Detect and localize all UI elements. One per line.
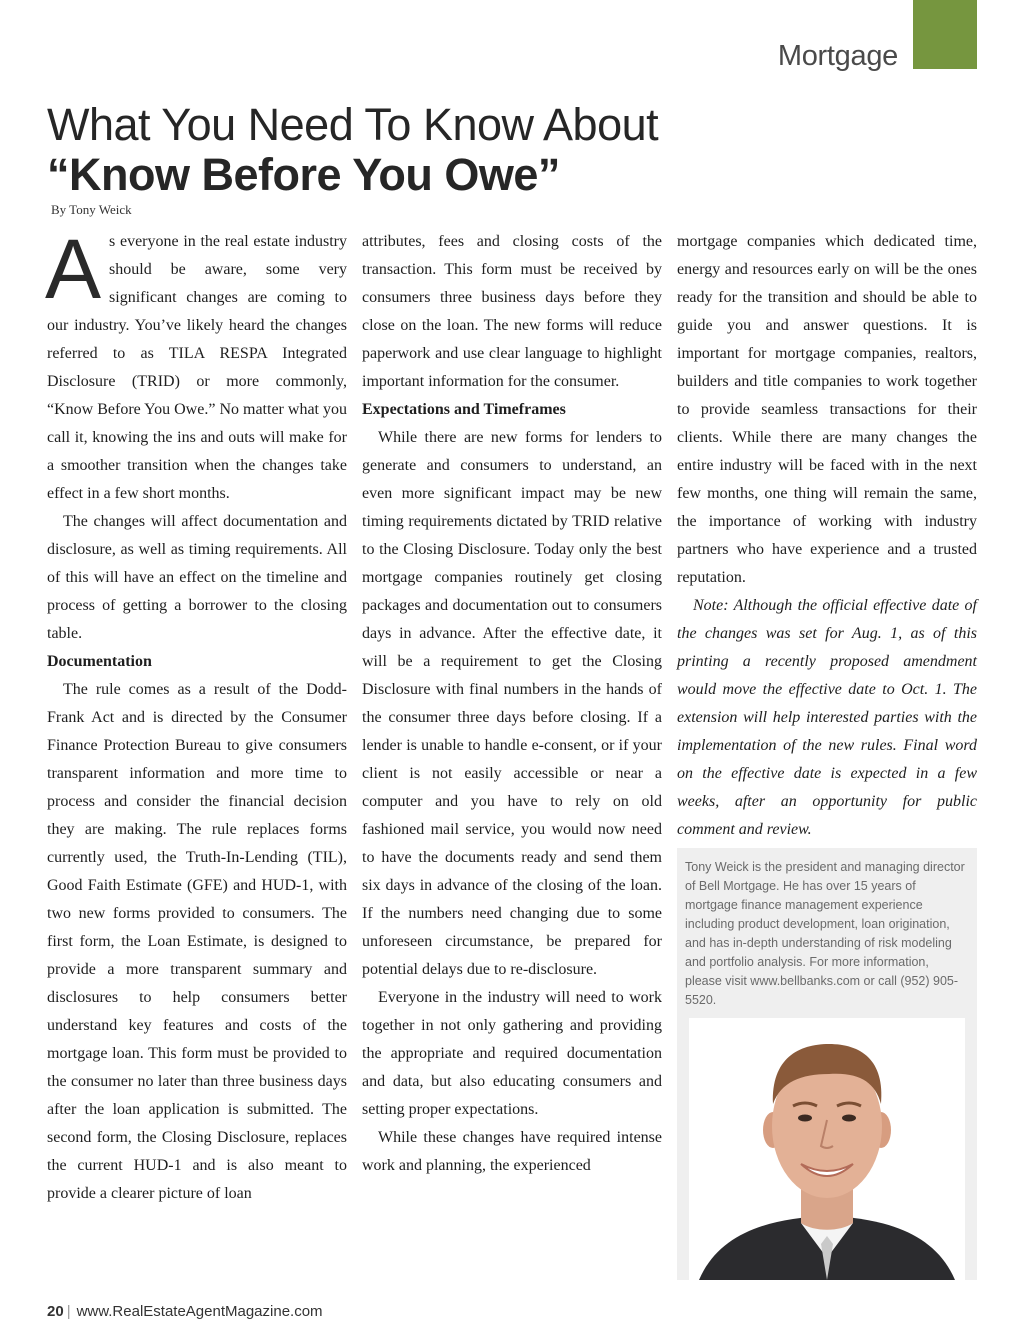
subheading-expectations: Expectations and Timeframes	[362, 401, 566, 418]
paragraph: The rule comes as a result of the Dodd-Frank Act and is directed by the Consumer Finance Protection Bureau to give consumers transparent information and more time to process and consider the financial decision they are making. The rule replaces forms currently used, the Truth-In-Lending (TIL), Good Faith Estimate (GFE) and HUD-1, with two new forms provided to consumers. The first form, the Loan Estimate, is designed to provide a more transparent summary and disclosures to help consumers better understand key features and costs of the mortgage loan. This form must be provided to the consumer no later than three business days after the loan application is submitted. The second form, the Closing Disclosure, replaces the current HUD-1 and is also meant to provide a clearer picture of loan	[47, 681, 347, 1202]
author-bio-box	[677, 848, 977, 1280]
editor-note: Note: Although the official effective date of the changes was set for Aug. 1, as of this printing a recently proposed amendment would move the effective date to Oct. 1. The extension will help interested parties with the implementation of the new rules. Final word on the effective date is expected in a few weeks, after an opportunity for public comment and review.	[677, 597, 977, 838]
paragraph: While there are new forms for lenders to generate and consumers to understand, an even more significant impact may be new timing requirements dictated by TRID relative to the Closing Disclosure. Today only the best mortgage companies routinely get closing packages and documentation out to consumers days in advance. After the effective date, it will be a requirement to get the Closing Disclosure with final numbers in the hands of the consumer three days before closing. If a lender is unable to handle e-consent, or if your client is not easily accessible or near a computer and you have to rely on old fashioned mail service, you would now need to have the documents ready and send them six days in advance of the closing of the loan. If the numbers need changing due to some unforeseen circumstance, be prepared for potential delays due to re-disclosure.	[362, 429, 662, 978]
paragraph	[45, 222, 347, 508]
author-photo	[689, 1018, 965, 1280]
article-column-2	[362, 228, 662, 1180]
paragraph: While these changes have required intense work and planning, the experienced	[362, 1129, 662, 1174]
title-line-1: What You Need To Know About	[47, 99, 659, 150]
article-column-3	[677, 228, 977, 844]
paragraph: The changes will affect documentation and disclosure, as well as timing requirements. All of this will have an effect on the timeline and process of getting a borrower to the closing table.	[47, 513, 347, 642]
byline: By Tony Weick	[51, 202, 132, 217]
drop-cap: A	[45, 222, 102, 316]
article-title	[47, 100, 658, 200]
page-footer	[47, 1303, 323, 1320]
footer-website: www.RealEstateAgentMagazine.com	[76, 1303, 323, 1320]
footer-separator: |	[66, 1303, 71, 1320]
paragraph-text: s everyone in the real estate industry should be aware, some very significant changes are coming to our industry. You’ve likely heard the changes referred to as TILA RESPA Integrated Disclosure (TRID) or more commonly, “Know Before You Owe.” No matter what you call it, knowing the ins and outs will make for a smoother transition when the changes take effect in a few short months.	[47, 233, 347, 502]
article-column-1	[45, 222, 347, 1208]
paragraph: mortgage companies which dedicated time, energy and resources early on will be the ones ready for the transition and should be able to guide you and answer questions. It is important for mortgage companies, realtors, builders and title companies to work together to provide seamless transactions for their clients. While there are many changes the entire industry will be faced with in the next few months, one thing will remain the same, the importance of working with industry partners who have experience and a trusted reputation.	[677, 233, 977, 586]
paragraph: attributes, fees and closing costs of the transaction. This form must be received by consumers three business days before they close on the loan. The new forms will reduce paperwork and use clear language to highlight important information for the consumer.	[362, 233, 662, 390]
page-number: 20	[47, 1303, 64, 1320]
subheading-documentation: Documentation	[47, 653, 152, 670]
author-portrait-icon	[689, 1018, 965, 1280]
paragraph: Everyone in the industry will need to work together in not only gathering and providing the appropriate and required documentation and data, but also educating consumers and setting proper expectations.	[362, 989, 662, 1118]
section-color-tab	[913, 0, 977, 69]
title-line-2: “Know Before You Owe”	[47, 149, 560, 200]
author-bio-text: Tony Weick is the president and managing director of Bell Mortgage. He has over 15 years of mortgage finance management experience including product development, loan origination, and has in-depth understanding of risk modeling and portfolio analysis. For more information, please visit www.bellbanks.com or call (952) 905-5520.	[685, 860, 965, 1007]
section-label: Mortgage	[777, 40, 898, 72]
